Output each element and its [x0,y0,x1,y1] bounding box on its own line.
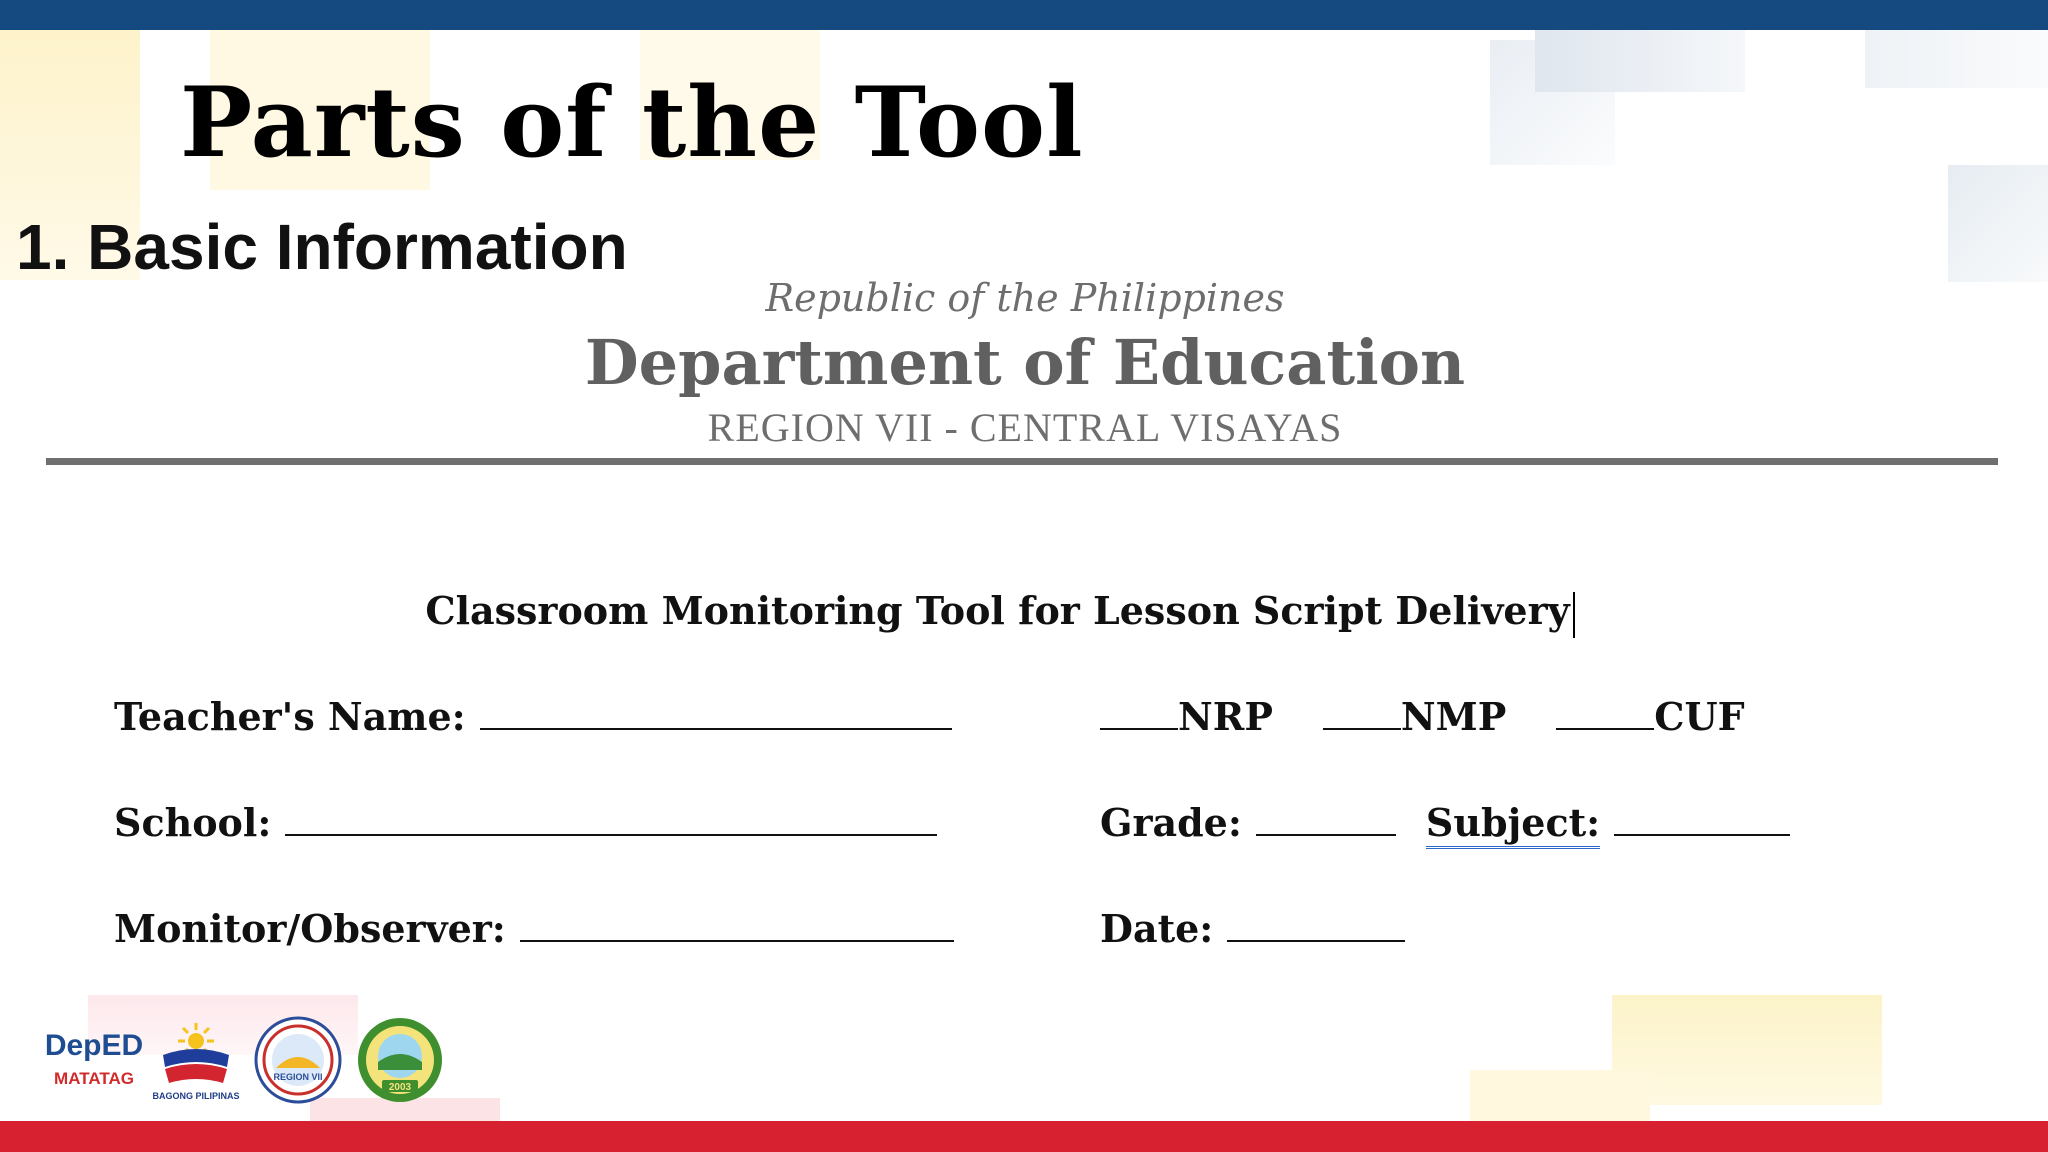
school-label: School: [114,800,272,845]
deped-logo-text: DepED [44,1029,144,1062]
option-nmp: NMP [1400,694,1507,739]
text-cursor [1573,592,1575,638]
header-department: Department of Education [584,326,1466,399]
division-seal [354,1014,446,1106]
cuf-blank[interactable] [1556,694,1654,730]
bottom-accent-bar [0,1121,2048,1152]
grade-blank[interactable] [1256,800,1396,836]
nrp-blank[interactable] [1100,694,1178,730]
header-republic: Republic of the Philippines [765,276,1285,320]
region-seal-text: REGION VII [273,1072,323,1082]
teacher-name-field[interactable] [114,694,952,739]
decorative-square [1612,995,1882,1105]
option-cuf: CUF [1654,694,1745,739]
slide-subtitle: 1. Basic Information [16,211,628,283]
bagong-pilipinas-emblem-icon [157,1019,235,1089]
region-vii-seal-icon [254,1016,342,1104]
bagong-pilipinas-logo [150,1014,242,1106]
decorative-square [1865,30,2048,88]
subject-label: Subject: [1426,800,1600,849]
division-seal-year: 2003 [388,1082,412,1093]
header-divider [46,458,1998,465]
footer-logos [44,1012,446,1108]
decorative-square [1535,30,1745,92]
school-blank[interactable] [285,800,937,836]
deped-tagline: MATATAG [54,1069,134,1088]
top-accent-bar [0,0,2048,30]
form-title [300,588,1700,638]
date-field[interactable] [1100,906,1405,951]
date-label: Date: [1100,906,1214,951]
bagong-pilipinas-text: BAGONG PILIPINAS [152,1091,240,1101]
date-blank[interactable] [1227,906,1405,942]
option-nrp: NRP [1178,694,1273,739]
decorative-square [1470,1070,1650,1121]
monitor-blank[interactable] [520,906,954,942]
subject-blank[interactable] [1614,800,1790,836]
slide-title: Parts of the Tool [180,66,1084,179]
grade-subject-field [1100,800,1790,845]
deped-matatag-logo [44,1014,144,1106]
school-field[interactable] [114,800,937,845]
decorative-square [1948,165,2048,282]
teacher-name-blank[interactable] [480,694,952,730]
form-title-text: Classroom Monitoring Tool for Lesson Script Delivery [425,588,1570,633]
monitor-field[interactable] [114,906,954,951]
teacher-name-label: Teacher's Name: [114,694,466,739]
region-vii-seal [252,1014,344,1106]
division-seal-icon [356,1016,444,1104]
program-options [1100,694,1745,739]
monitor-label: Monitor/Observer: [114,906,506,951]
header-region: REGION VII - CENTRAL VISAYAS [707,405,1343,450]
grade-label: Grade: [1100,800,1242,845]
nmp-blank[interactable] [1323,694,1401,730]
